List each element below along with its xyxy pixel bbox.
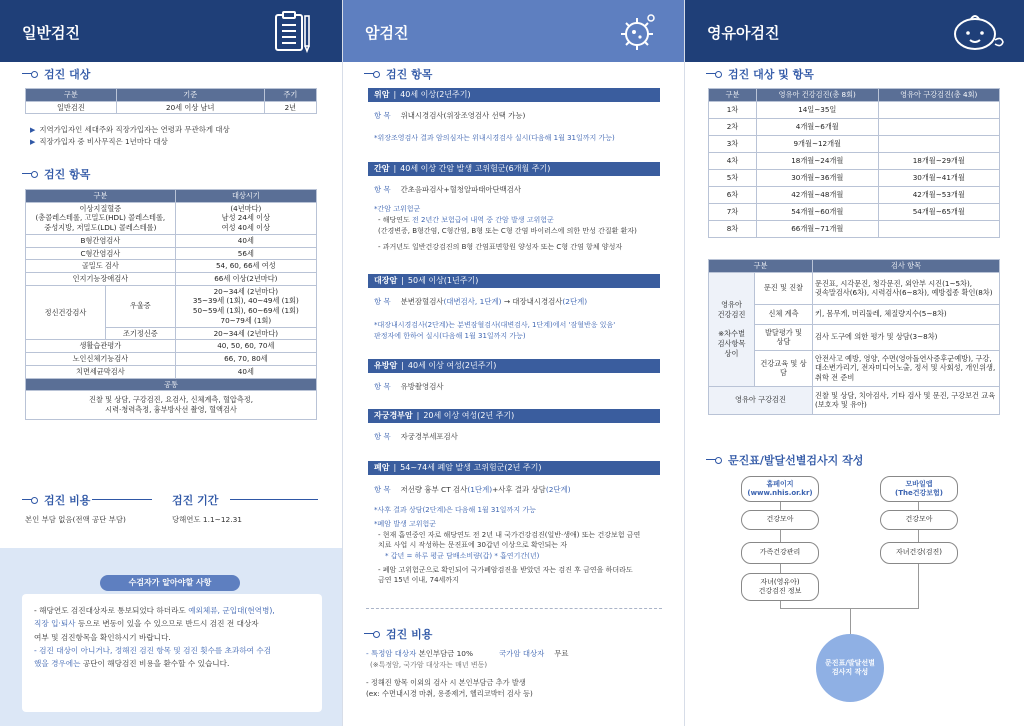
td: 40세	[175, 234, 316, 247]
flow-end-circle: 문진표/발달선별 검사지 작성	[816, 634, 884, 702]
td: 8차	[709, 220, 757, 237]
lung-note-2: - 폐암 고위험군으로 확인되어 국가폐암검진을 받았던 자는 검진 후 금연을 하더라도 금연 15년 이내, 74세까지	[378, 566, 633, 585]
td: 신체 계측	[755, 304, 813, 324]
lung-note: *사후 결과 상담(2단계)은 다음해 1월 31일까지 가능	[374, 506, 536, 514]
td: 치면세균막검사	[26, 365, 176, 378]
heading-items: 검진 항목	[26, 166, 90, 182]
heading-form: 문진표/발달선별검사지 작성	[710, 452, 863, 468]
cost-extra: - 정해진 항목 이외의 검사 시 본인부담금 추가 발생 (ex: 수면내시경 마취, 용종제거, 헬리코박터 검사 등)	[366, 678, 533, 698]
stomach-item: 항 목 위내시경검사(위장조영검사 선택 가능)	[374, 111, 526, 120]
td: 30개월~41개월	[878, 169, 1000, 186]
note-item: ▶ 지역가입자인 세대주와 직장가입자는 연령과 무관하게 대상	[30, 125, 230, 134]
td: 일반검진	[26, 101, 117, 114]
td: 건강교육 및 상담	[755, 350, 813, 386]
td: 18개월~24개월	[757, 152, 879, 169]
th: 공통	[26, 378, 317, 391]
td: 검사 도구에 의한 평가 및 상담(3~8차)	[813, 324, 1000, 350]
lung-note-1: - 현재 흡연중인 자로 해당연도 전 2년 내 국가건강검진(일반·생애) 또는 건강보험 금연 치료 사업 시 작성하는 문진표에 30갑년 이상으로 확인되는 자	[378, 531, 641, 550]
colon-item: 항 목 분변잠혈검사(대변검사, 1단계) → 대장내시경검사(2단계)	[374, 297, 588, 306]
th: 영유아 건강검진(총 8회)	[757, 89, 879, 102]
notice-box	[0, 548, 342, 726]
flow-line	[850, 608, 851, 636]
th: 구분	[26, 89, 117, 102]
td: 영유아 구강검진	[709, 386, 813, 414]
cervix-item: 항 목 자궁경부세포검사	[374, 432, 458, 441]
td: 영유아 건강검진 ※차수별 검사항목 상이	[709, 272, 755, 386]
td	[878, 118, 1000, 135]
bar-cervix: 자궁경부암 | 20세 이상 여성(2년 주기)	[368, 409, 660, 423]
td: 3차	[709, 135, 757, 152]
flow-left-step-3: 자녀(영유아) 건강검진 정보	[741, 573, 819, 601]
liver-item: 항 목 간초음파검사+혈청알파태아단백검사	[374, 185, 522, 194]
th: 검사 항목	[813, 260, 1000, 273]
liver-note-title: *간암 고위험군	[374, 205, 421, 213]
td: 6차	[709, 186, 757, 203]
td: 노인신체기능검사	[26, 353, 176, 366]
td: 조기정신증	[106, 327, 176, 340]
td: 1차	[709, 101, 757, 118]
header-infant	[685, 0, 1024, 62]
divider	[366, 608, 662, 609]
section-title: 암검진	[365, 24, 409, 42]
target-notes	[30, 124, 230, 148]
flow-left-step-1: 건강모아	[741, 510, 819, 530]
td: C형간염검사	[26, 247, 176, 260]
heading-period: 검진 기간	[172, 494, 219, 507]
flow-homepage[interactable]: 홈페이지 (www.nhis.or.kr)	[741, 476, 819, 502]
td: 14일~35일	[757, 101, 879, 118]
section-title: 영유아검진	[707, 24, 780, 42]
td: 생활습관평가	[26, 340, 176, 353]
td	[878, 220, 1000, 237]
flow-left-step-2: 가족건강관리	[741, 542, 819, 564]
td: 이상지질혈증 (총콜레스테롤, 고밀도(HDL) 콜레스테롤, 중성지방, 저밀도(LDL) 콜레스테롤)	[26, 202, 176, 234]
baby-face-icon	[947, 10, 1007, 54]
td: 40, 50, 60, 70세	[175, 340, 316, 353]
heading-cost: 검진 비용	[26, 492, 90, 508]
cost-special: - 특정암 대상자 본인부담금 10% 국가암 대상자 무료	[366, 649, 569, 658]
th: 구분	[26, 190, 176, 203]
td: 54, 60, 66세 여성	[175, 260, 316, 273]
td: 인지기능장애검사	[26, 273, 176, 286]
bar-stomach: 위암 | 40세 이상(2년주기)	[368, 88, 660, 102]
infant-items-table	[708, 259, 1000, 415]
td: (4년마다) 남성 24세 이상 여성 40세 이상	[175, 202, 316, 234]
th: 구분	[709, 89, 757, 102]
td: 20~34세 (2년마다)	[175, 327, 316, 340]
td: 5차	[709, 169, 757, 186]
td: 4개월~6개월	[757, 118, 879, 135]
td: 문진 및 진찰	[755, 272, 813, 304]
td: 66개월~71개월	[757, 220, 879, 237]
td: 정신건강검사	[26, 285, 106, 340]
virus-icon	[615, 10, 659, 54]
td: 56세	[175, 247, 316, 260]
flow-right-step-2: 자녀건강(검진)	[880, 542, 958, 564]
liver-note-1: - 해당연도 전 2년간 보험급여 내역 중 간암 발생 고위험군 (간경변증, B형간염, C형간염, B형 또는 C형 간염 바이러스에 의한 만성 간질환 환자)	[378, 216, 637, 235]
td: 4차	[709, 152, 757, 169]
td: 문진표, 시각문진, 청각문진, 외안부 시진(1~5차), 귓속말검사(6차), 시력검사(6~8차), 예방접종 확인(8차)	[813, 272, 1000, 304]
th: 영유아 구강검진(총 4회)	[878, 89, 1000, 102]
heading-target: 검진 대상	[26, 66, 90, 82]
td: 우울증	[106, 285, 176, 327]
td: 안전사고 예방, 영양, 수면(영아돌연사증후군예방), 구강, 대소변가리기, 전자미디어노출, 정서 및 사회성, 개인위생, 취학 전 준비	[813, 350, 1000, 386]
th: 대상시기	[175, 190, 316, 203]
td: 2차	[709, 118, 757, 135]
bar-colon: 대장암 | 50세 이상(1년주기)	[368, 274, 660, 288]
target-table	[25, 88, 317, 114]
bar-lung: 폐암 | 54~74세 폐암 발생 고위험군(2년 주기)	[368, 461, 660, 475]
period-text: 당해연도 1.1~12.31	[172, 515, 243, 524]
td: 30개월~36개월	[757, 169, 879, 186]
items-table	[25, 189, 317, 420]
lung-note-title: *폐암 발생 고위험군	[374, 520, 437, 528]
td: 66세 이상(2년마다)	[175, 273, 316, 286]
td	[878, 101, 1000, 118]
note-item: ▶ 직장가입자 중 비사무직은 1년마다 대상	[30, 136, 168, 146]
td: 18개월~29개월	[878, 152, 1000, 169]
td: 진찰 및 상담, 치아검사, 기타 검사 및 문진, 구강보건 교육 (보호자 및 유아)	[813, 386, 1000, 414]
notice-title: 수검자가 알아야할 사항	[100, 575, 240, 591]
lung-note-1b: * 갑년 = 하루 평균 담배소비량(갑) * 흡연기간(년)	[385, 552, 540, 560]
header-cancer	[343, 0, 684, 62]
cost-sub: (※특정암, 국가암 대상자는 매년 변동)	[370, 661, 488, 669]
notice-content: - 해당연도 검진대상자로 통보되었다 하더라도 예외체류, 군입대(현역병), 직장 입·퇴사 등으로 변동이 있을 수 있으므로 반드시 검진 전 대상자 여부 및 검진항목을 확인하시기 바랍니다. - 검진 대상이 아니거나, 정해진 검진 항목 및 검진 횟수를 초과하여 수검 했을 경우에는 공단이 해당검진 비용을 환수할 수 있습니다.	[22, 594, 322, 712]
th: 기준	[116, 89, 264, 102]
infant-schedule-table	[708, 88, 1000, 238]
heading-cancer-cost: 검진 비용	[368, 626, 432, 642]
header-general	[0, 0, 342, 62]
flow-mobile-app[interactable]: 모바일앱 (The건강보험)	[880, 476, 958, 502]
td: 54개월~65개월	[878, 203, 1000, 220]
td: 발달평가 및 상담	[755, 324, 813, 350]
clipboard-icon	[272, 10, 312, 54]
td: 키, 몸무게, 머리둘레, 체질량지수(5~8차)	[813, 304, 1000, 324]
td: 2년	[264, 101, 316, 114]
breast-item: 항 목 유방촬영검사	[374, 382, 444, 391]
section-title: 일반검진	[22, 24, 80, 42]
th: 구분	[709, 260, 813, 273]
bar-breast: 유방암 | 40세 이상 여성(2년주기)	[368, 359, 660, 373]
th: 주기	[264, 89, 316, 102]
flow-right-step-1: 건강모아	[880, 510, 958, 530]
cost-text: 본인 부담 없음(전액 공단 부담)	[25, 515, 126, 524]
td: 진찰 및 상담, 구강검진, 요검사, 신체계측, 혈압측정, 시력·청력측정, 흉부방사선 촬영, 혈액검사	[26, 391, 317, 419]
td: 20~34세 (2년마다) 35~39세 (1회), 40~49세 (1회) 50~59세 (1회), 60~69세 (1회) 70~79세 (1회)	[175, 285, 316, 327]
td: 20세 이상 남녀	[116, 101, 264, 114]
divider	[92, 499, 152, 500]
td: B형간염검사	[26, 234, 176, 247]
td: 42개월~48개월	[757, 186, 879, 203]
liver-note-2: - 과거년도 일반건강검진의 B형 간염표면항원 양성자 또는 C형 간염 항체 양성자	[378, 243, 623, 251]
td	[878, 135, 1000, 152]
heading-cancer-items: 검진 항목	[368, 66, 432, 82]
colon-note: *대장내시경검사(2단계)는 분변잠혈검사(대변검사, 1단계)에서 '잠혈반응 있음' 판정자에 한하여 실시(다음해 1월 31일까지 가능)	[374, 321, 616, 340]
td: 66, 70, 80세	[175, 353, 316, 366]
td: 골밀도 검사	[26, 260, 176, 273]
column-general-checkup	[0, 0, 342, 726]
td: 9개월~12개월	[757, 135, 879, 152]
td: 7차	[709, 203, 757, 220]
td: 54개월~60개월	[757, 203, 879, 220]
td: 42개월~53개월	[878, 186, 1000, 203]
divider	[230, 499, 318, 500]
stomach-note: *위장조영검사 결과 암의심자는 위내시경검사 실시(다음해 1월 31일까지 가능)	[374, 134, 615, 142]
bar-liver: 간암 | 40세 이상 간암 발생 고위험군(6개월 주기)	[368, 162, 660, 176]
heading-infant-target: 검진 대상 및 항목	[710, 66, 814, 82]
td: 40세	[175, 365, 316, 378]
lung-item: 항 목 저선량 흉부 CT 검사(1단계)+사후 결과 상담(2단계)	[374, 485, 571, 494]
